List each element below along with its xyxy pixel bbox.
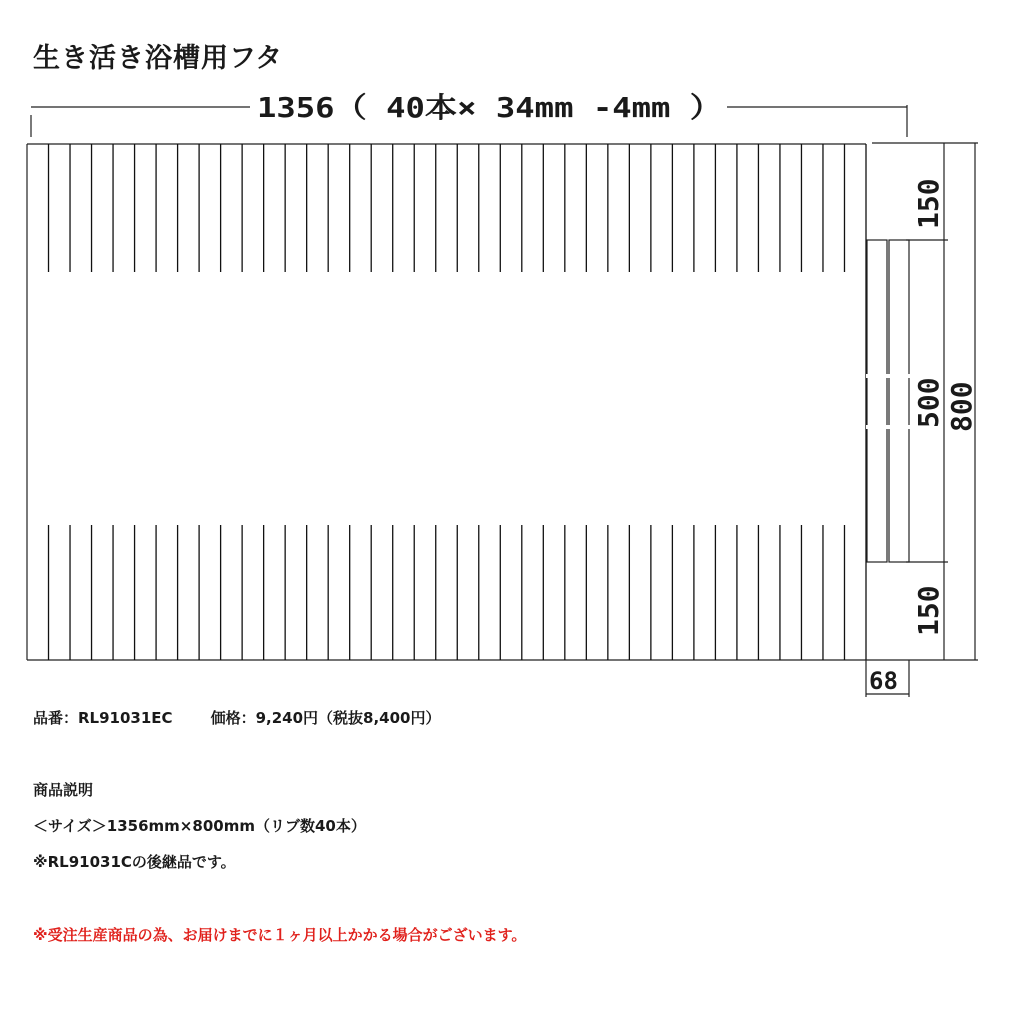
page-title: 生き活き浴槽用フタ xyxy=(33,43,284,74)
dim-bottom-label: 150 xyxy=(912,585,945,636)
handle-strips xyxy=(866,240,912,562)
lid-outline xyxy=(27,144,866,660)
dim-middle-label: 500 xyxy=(912,377,945,428)
height-dimensions xyxy=(866,143,978,660)
width-label: 1356（ 40本× 34mm -4mm ） xyxy=(257,91,722,124)
description-heading: 商品説明 xyxy=(33,781,94,799)
handle-strip-left xyxy=(867,240,887,562)
handle-width-dimension xyxy=(866,660,909,697)
rib-group xyxy=(49,144,866,660)
price: 価格：9,240円（税抜8,400円） xyxy=(210,709,441,727)
part-number: 品番：RL91031EC xyxy=(33,709,173,727)
width-dimension xyxy=(31,91,907,137)
description-size: ＜サイズ＞1356mm×800mm（リブ数40本） xyxy=(33,817,366,835)
dim-top-label: 150 xyxy=(912,178,945,229)
product-info xyxy=(33,707,440,728)
description-note: ※RL91031Cの後継品です。 xyxy=(33,853,236,871)
lid-dimension-drawing xyxy=(0,80,1019,700)
dim-total-label: 800 xyxy=(945,381,978,432)
order-notice: ※受注生産商品の為、お届けまでに１ヶ月以上かかる場合がございます。 xyxy=(33,926,527,944)
handle-strip-right xyxy=(889,240,909,562)
dim-handle-label: 68 xyxy=(869,667,898,695)
